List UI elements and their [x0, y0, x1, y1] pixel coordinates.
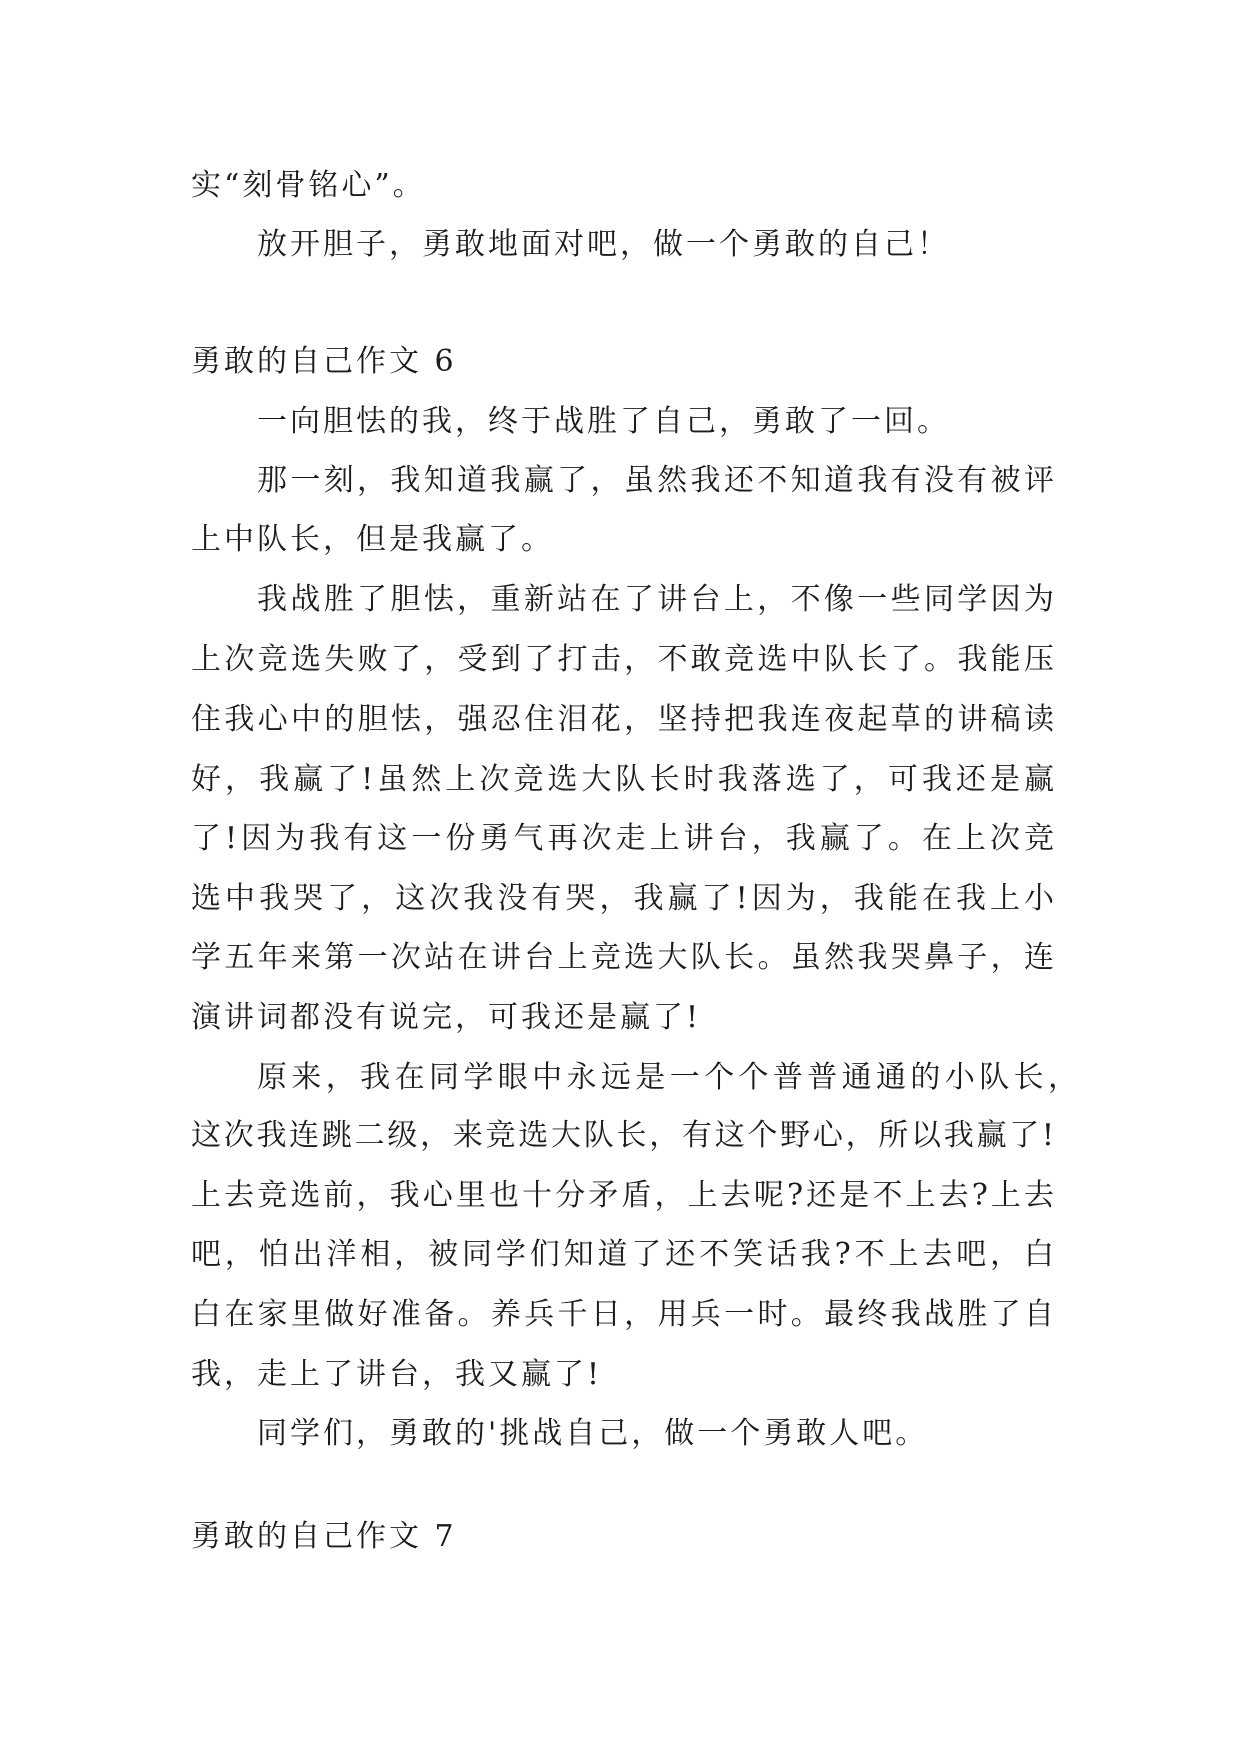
text-line: 住我心中的胆怯，强忍住泪花，坚持把我连夜起草的讲稿读: [191, 702, 1054, 737]
text-line: 我，走上了讲台，我又赢了!: [191, 1357, 603, 1392]
text-line: 那一刻，我知道我赢了，虽然我还不知道我有没有被评: [257, 463, 1054, 498]
text-line: 上次竞选失败了，受到了打击，不敢竞选中队长了。我能压: [191, 642, 1054, 677]
text-line: 原来，我在同学眼中永远是一个个普普通通的小队长，: [257, 1060, 1078, 1095]
text-line: 了!因为我有这一份勇气再次走上讲台，我赢了。在上次竞: [191, 821, 1054, 856]
text-line: 好，我赢了!虽然上次竞选大队长时我落选了，可我还是赢: [191, 762, 1054, 797]
text-line: 我战胜了胆怯，重新站在了讲台上，不像一些同学因为: [257, 582, 1054, 617]
text-line: 实“刻骨铭心”。: [191, 168, 426, 203]
text-line: 演讲词都没有说完，可我还是赢了!: [191, 1000, 702, 1035]
text-line: 这次我连跳二级，来竞选大队长，有这个野心，所以我赢了!: [191, 1118, 1054, 1153]
text-line: 放开胆子，勇敢地面对吧，做一个勇敢的自己！: [257, 227, 950, 262]
text-line: 白在家里做好准备。养兵千日，用兵一时。最终我战胜了自: [191, 1297, 1054, 1332]
essay-title: 勇敢的自己作文 7: [191, 1519, 457, 1554]
text-line: 学五年来第一次站在讲台上竞选大队长。虽然我哭鼻子，连: [191, 940, 1054, 975]
text-line: 选中我哭了，这次我没有哭，我赢了!因为，我能在我上小: [191, 881, 1054, 916]
text-line: 同学们，勇敢的'挑战自己，做一个勇敢人吧。: [257, 1416, 929, 1451]
text-line: 上去竞选前，我心里也十分矛盾，上去呢?还是不上去?上去: [191, 1178, 1054, 1213]
text-line: 吧，怕出洋相，被同学们知道了还不笑话我?不上去吧，白: [191, 1237, 1054, 1272]
essay-title: 勇敢的自己作文 6: [191, 344, 457, 379]
text-line: 上中队长，但是我赢了。: [191, 522, 554, 557]
text-line: 一向胆怯的我，终于战胜了自己，勇敢了一回。: [257, 404, 950, 439]
